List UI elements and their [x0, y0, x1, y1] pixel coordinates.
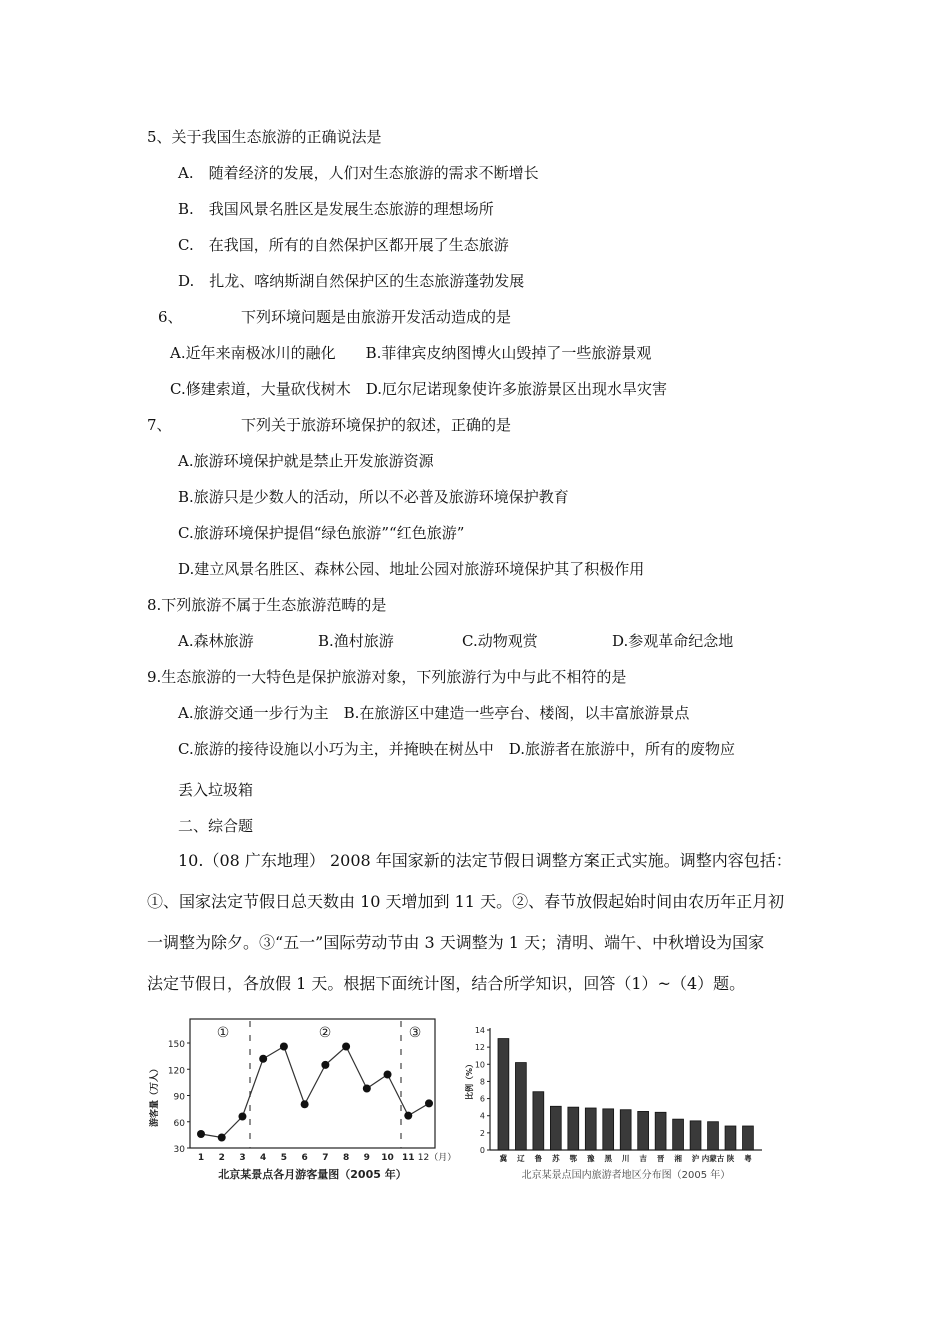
- bar: [725, 1126, 736, 1150]
- data-point: [301, 1100, 309, 1108]
- bar: [515, 1063, 526, 1150]
- q8-option-b: B.渔村旅游: [318, 632, 394, 650]
- x-tick-label: 4: [260, 1153, 267, 1163]
- bar: [603, 1109, 614, 1150]
- data-point: [404, 1112, 412, 1120]
- x-tick-label: 10: [381, 1153, 394, 1163]
- q9-options-line3: 丢入垃圾箱: [178, 781, 254, 799]
- data-point: [342, 1043, 350, 1051]
- x-tick-label: 粤: [744, 1154, 752, 1163]
- data-point: [384, 1071, 392, 1079]
- q10-line1: 10.（08 广东地理） 2008 年国家新的法定节假日调整方案正式实施。调整内容包括：: [178, 851, 792, 870]
- x-tick-label: 2: [218, 1153, 225, 1163]
- x-tick-label: 8: [342, 1153, 350, 1163]
- bar: [690, 1121, 701, 1150]
- q9-options-line1: A.旅游交通一步行为主 B.在旅游区中建造一些亭台、楼阁，以丰富旅游景点: [178, 704, 690, 722]
- q5-stem: 5、关于我国生态旅游的正确说法是: [147, 128, 382, 146]
- x-tick-label: 辽: [517, 1154, 525, 1163]
- x-tick-label: 3: [239, 1153, 246, 1163]
- y-axis-label: 比例（%）: [465, 1059, 474, 1101]
- x-tick-label: 苏: [552, 1154, 560, 1163]
- x-tick-label: 鲁: [534, 1154, 543, 1163]
- q10-line3: 一调整为除夕。③“五一”国际劳动节由 3 天调整为 1 天；清明、端午、中秋增设为国家: [147, 933, 765, 952]
- bar: [498, 1039, 509, 1150]
- q8-option-a: A.森林旅游: [178, 632, 254, 650]
- x-tick-label: 沪: [691, 1154, 700, 1163]
- q8-option-c: C.动物观赏: [462, 632, 538, 650]
- series-line: [201, 1047, 429, 1138]
- q7-option-b: B.旅游只是少数人的活动，所以不必普及旅游环境保护教育: [178, 488, 569, 506]
- q7-number: 7、: [147, 416, 172, 434]
- x-tick-label: 黑: [604, 1154, 612, 1163]
- q9-options-line2: C.旅游的接待设施以小巧为主，并掩映在树丛中 D.旅游者在旅游中，所有的废物应: [178, 740, 735, 758]
- bar: [585, 1108, 596, 1150]
- y-tick-label: 8: [479, 1077, 485, 1087]
- bar: [655, 1112, 666, 1150]
- x-tick-label: 陕: [726, 1154, 735, 1163]
- q8-stem: 8.下列旅游不属于生态旅游范畴的是: [147, 596, 387, 614]
- y-tick-label: 4: [479, 1111, 485, 1121]
- data-point: [238, 1113, 246, 1121]
- y-tick-label: 30: [173, 1145, 185, 1155]
- q9-stem: 9.生态旅游的一大特色是保护旅游对象，下列旅游行为中与此不相符的是: [147, 668, 627, 686]
- chart-title: 北京某景点国内旅游者地区分布图（2005 年）: [521, 1170, 731, 1181]
- y-tick-label: 90: [173, 1092, 185, 1103]
- y-tick-label: 14: [474, 1026, 485, 1035]
- x-tick-label: 冀: [499, 1154, 508, 1163]
- period-marker: ③: [408, 1025, 422, 1041]
- q8-option-d: D.参观革命纪念地: [612, 632, 734, 650]
- data-point: [280, 1043, 288, 1051]
- q6-options-line1: A.近年来南极冰川的融化 B.菲律宾皮纳图博火山毁掉了一些旅游景观: [170, 344, 652, 362]
- y-tick-label: 12: [474, 1043, 485, 1053]
- x-tick-label: 9: [363, 1153, 370, 1163]
- bar: [533, 1092, 544, 1150]
- x-axis-unit: 12（月）: [417, 1153, 457, 1163]
- monthly-visitor-line-chart: [145, 1015, 457, 1190]
- regional-distribution-bar-chart: [462, 1020, 782, 1190]
- bar: [673, 1119, 684, 1150]
- bar: [620, 1110, 631, 1150]
- y-tick-label: 6: [479, 1094, 485, 1104]
- data-point: [425, 1099, 433, 1107]
- x-tick-label: 吉: [639, 1154, 647, 1163]
- y-axis-label: 游客量（万人）: [150, 1063, 160, 1128]
- bar: [550, 1106, 561, 1150]
- q10-line4: 法定节假日，各放假 1 天。根据下面统计图，结合所学知识，回答（1）~（4）题。: [147, 974, 746, 993]
- y-tick-label: 150: [167, 1040, 185, 1050]
- x-tick-label: 鄂: [569, 1154, 578, 1163]
- x-tick-label: 内蒙古: [701, 1154, 725, 1163]
- q5-option-b: B. 我国风景名胜区是发展生态旅游的理想场所: [178, 200, 494, 218]
- chart-title: 北京某景点各月游客量图（2005 年）: [218, 1168, 407, 1181]
- y-tick-label: 0: [479, 1146, 485, 1155]
- data-point: [321, 1061, 329, 1069]
- x-tick-label: 11: [402, 1153, 415, 1163]
- q6-options-line2: C.修建索道，大量砍伐树木 D.厄尔尼诺现象使许多旅游景区出现水旱灾害: [170, 380, 667, 398]
- x-tick-label: 川: [621, 1154, 630, 1163]
- bar: [568, 1107, 579, 1150]
- x-tick-label: 湘: [674, 1154, 682, 1163]
- y-tick-label: 2: [479, 1128, 485, 1138]
- x-tick-label: 5: [280, 1153, 288, 1163]
- y-tick-label: 120: [167, 1066, 185, 1077]
- data-point: [259, 1055, 267, 1063]
- q10-line2: ①、国家法定节假日总天数由 10 天增加到 11 天。②、春节放假起始时间由农历年正月初: [147, 892, 785, 911]
- x-tick-label: 晋: [656, 1154, 665, 1163]
- q6-stem: 下列环境问题是由旅游开发活动造成的是: [241, 308, 512, 326]
- bar: [743, 1126, 754, 1150]
- x-tick-label: 7: [322, 1153, 329, 1163]
- q5-option-d: D. 扎龙、喀纳斯湖自然保护区的生态旅游蓬勃发展: [178, 272, 525, 290]
- period-marker: ②: [318, 1025, 332, 1041]
- q7-option-a: A.旅游环境保护就是禁止开发旅游资源: [178, 452, 434, 470]
- q7-option-d: D.建立风景名胜区、森林公园、地址公园对旅游环境保护其了积极作用: [178, 560, 645, 578]
- section-heading: 二、综合题: [178, 817, 254, 835]
- q5-option-a: A. 随着经济的发展，人们对生态旅游的需求不断增长: [178, 164, 539, 182]
- data-point: [197, 1130, 205, 1138]
- x-tick-label: 1: [197, 1153, 205, 1163]
- x-tick-label: 豫: [586, 1154, 595, 1163]
- q5-option-c: C. 在我国，所有的自然保护区都开展了生态旅游: [178, 236, 509, 254]
- q6-number: 6、: [158, 308, 183, 326]
- data-point: [218, 1134, 226, 1142]
- x-tick-label: 6: [301, 1153, 308, 1163]
- y-tick-label: 60: [173, 1118, 185, 1129]
- data-point: [363, 1085, 371, 1093]
- q7-stem: 下列关于旅游环境保护的叙述，正确的是: [241, 416, 512, 434]
- q7-option-c: C.旅游环境保护提倡“绿色旅游”“红色旅游”: [178, 524, 465, 542]
- bar: [708, 1122, 719, 1150]
- y-tick-label: 10: [474, 1060, 485, 1070]
- bar: [638, 1111, 649, 1150]
- period-marker: ①: [216, 1025, 230, 1041]
